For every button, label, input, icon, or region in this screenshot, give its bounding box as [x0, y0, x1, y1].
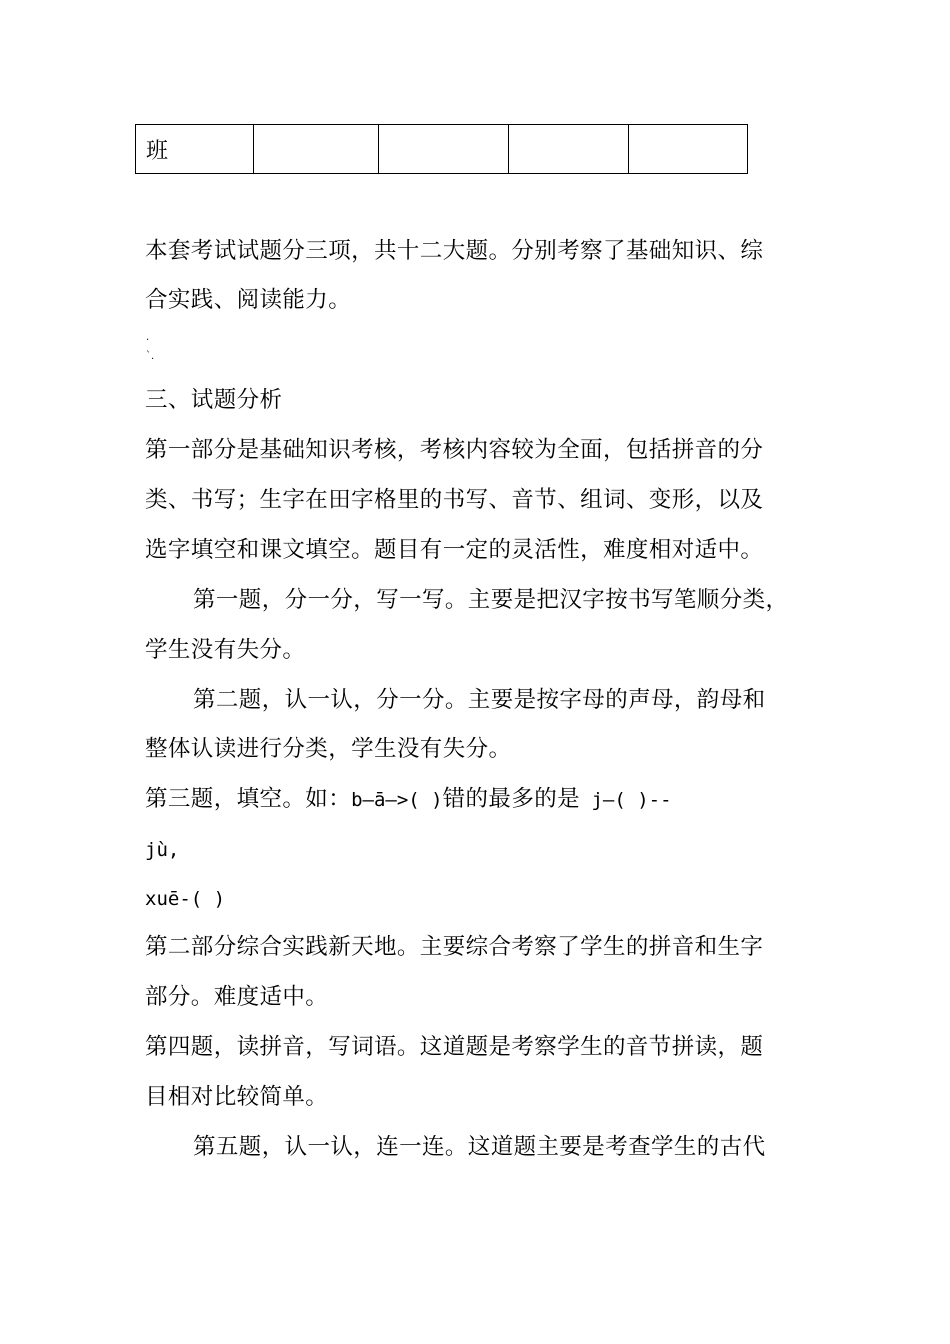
q4-line-1: 第四题，读拼音，写词语。这道题是考察学生的音节拼读，题 — [145, 1034, 764, 1060]
stray-mark: `. — [146, 351, 155, 362]
q1-line-2: 学生没有失分。 — [145, 637, 306, 663]
section-heading: 三、试题分析 — [145, 387, 283, 413]
intro-line-2: 合实践、阅读能力。 — [145, 287, 352, 313]
part2-line-2: 部分。难度适中。 — [145, 984, 329, 1010]
table-cell — [509, 125, 629, 174]
q3-line-3: xuē-( ) — [145, 888, 226, 910]
table-cell — [379, 125, 509, 174]
table-cell-class: 班 — [136, 125, 254, 174]
q3-text: 第三题，填空。如： — [145, 786, 352, 812]
table-cell — [254, 125, 379, 174]
intro-line-1: 本套考试试题分三项，共十二大题。分别考察了基础知识、综 — [145, 238, 764, 264]
class-score-table — [135, 124, 748, 174]
part1-line-2: 类、书写；生字在田字格里的书写、音节、组词、变形，以及 — [145, 487, 764, 513]
q2-line-2: 整体认读进行分类，学生没有失分。 — [145, 736, 512, 762]
q3-mid-text: 错的最多的是 — [442, 786, 581, 812]
q1-line-1: 第一题，分一分，写一写。主要是把汉字按书写笔顺分类， — [193, 587, 789, 613]
stray-mark: . — [146, 332, 150, 343]
table-row — [136, 125, 748, 174]
q3-line-2: jù, — [145, 839, 180, 861]
part1-line-3: 选字填空和课文填空。题目有一定的灵活性，难度相对适中。 — [145, 537, 764, 563]
part1-line-1: 第一部分是基础知识考核，考核内容较为全面，包括拼音的分 — [145, 437, 764, 463]
q3-example-1: b—ā—>( ) — [351, 789, 443, 811]
q4-line-2: 目相对比较简单。 — [145, 1084, 329, 1110]
part2-line-1: 第二部分综合实践新天地。主要综合考察了学生的拼音和生字 — [145, 934, 764, 960]
table-cell — [629, 125, 748, 174]
q3-example-2: j—( )-- — [580, 789, 672, 811]
q3-line-1 — [145, 784, 672, 815]
q5-line-1: 第五题，认一认，连一连。这道题主要是考查学生的古代 — [193, 1134, 766, 1160]
q2-line-1: 第二题，认一认，分一分。主要是按字母的声母，韵母和 — [193, 687, 766, 713]
